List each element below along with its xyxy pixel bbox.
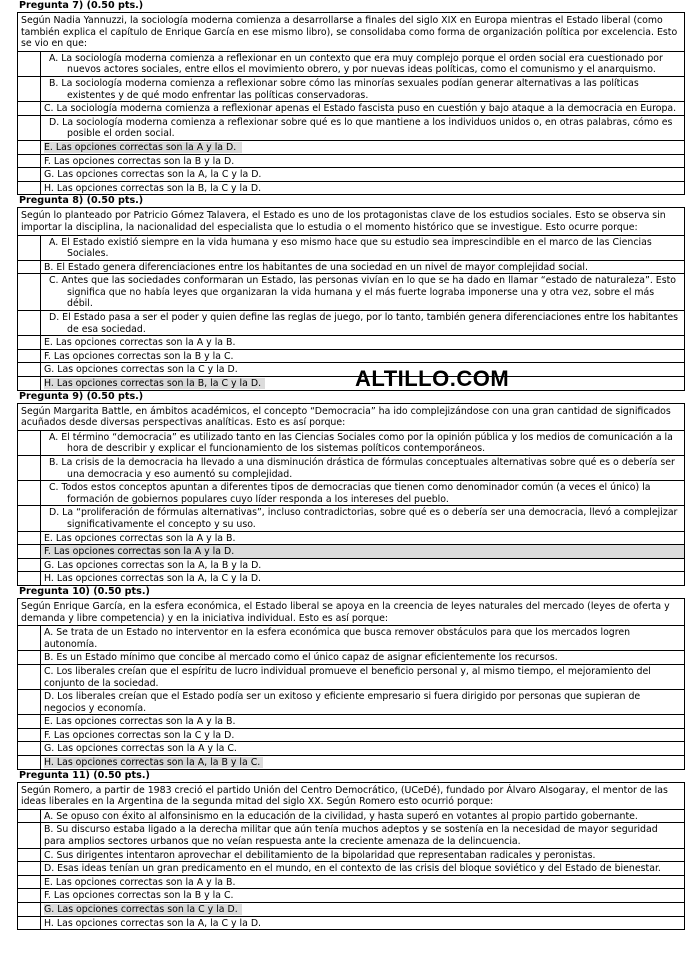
question-title: Pregunta 7) (0.50 pts.)	[19, 0, 144, 11]
option-c[interactable]: C. Todos estos conceptos apuntan a diferentes tipos de democracias que tienen como denominador común (a veces el único) la formación de gobiernos populares cuyo líder responda a los intereses del pueblo.	[18, 481, 684, 506]
question-title: Pregunta 10) (0.50 pts.)	[19, 585, 150, 597]
question-stem: Según Enrique García, en la esfera económica, el Estado liberal se apoya en la creencia de leyes naturales del mercado (leyes de oferta y demanda y libre competencia) y en la iniciativa individual. Esto es así porque:	[18, 599, 684, 626]
option-g[interactable]: G. Las opciones correctas son la C y la D.	[18, 363, 684, 377]
option-f[interactable]: F. Las opciones correctas son la C y la D.	[18, 729, 684, 743]
option-e[interactable]: E. Las opciones correctas son la A y la B.	[18, 336, 684, 350]
option-c[interactable]: C. Antes que las sociedades conformaran un Estado, las personas vivían en lo que se ha dado en llamar “estado de naturaleza”. Esto significa que no había leyes que organizaran la vida humana y el más fuerte lograba imponerse una y otra vez, sobre el más débil.	[18, 274, 684, 311]
question-table	[17, 598, 685, 770]
option-f-selected[interactable]: F. Las opciones correctas son la A y la D.	[18, 545, 684, 559]
question-stem: Según lo planteado por Patricio Gómez Talavera, el Estado es uno de los protagonistas clave de los estudios sociales. Esto se observa sin importar la disciplina, la nacionalidad del especialista que lo estudia o el momento histórico que se investigue. Esto ocurre porque:	[18, 208, 684, 235]
question-table	[17, 403, 685, 586]
option-e[interactable]: E. Las opciones correctas son la A y la B.	[18, 715, 684, 729]
option-a[interactable]: A. La sociología moderna comienza a reflexionar en un contexto que era muy complejo porque el orden social era cuestionado por nuevos actores sociales, entre ellos el movimiento obrero, y por nuevas ideas políticas, como el comunismo y el anarquismo.	[18, 52, 684, 77]
option-e[interactable]: E. Las opciones correctas son la A y la B.	[18, 876, 684, 890]
option-b[interactable]: B. Es un Estado mínimo que concibe al mercado como el único capaz de asignar eficientemente los recursos.	[18, 651, 684, 665]
option-h-selected[interactable]: H. Las opciones correctas son la A, la B y la C.	[18, 756, 684, 769]
option-b[interactable]: B. El Estado genera diferenciaciones entre los habitantes de una sociedad en un nivel de mayor complejidad social.	[18, 261, 684, 275]
option-b[interactable]: B. La crisis de la democracia ha llevado a una disminución drástica de fórmulas conceptuales alternativas sobre qué es o debería ser una democracia y eso aumentó su complejidad.	[18, 456, 684, 481]
option-a[interactable]: A. Se opuso con éxito al alfonsinismo en la educación de la civilidad, y hasta superó en votantes al propio partido gobernante.	[18, 810, 684, 824]
option-a[interactable]: A. Se trata de un Estado no interventor en la esfera económica que busca remover obstáculos para que los mercados logren autonomía.	[18, 626, 684, 651]
question-title: Pregunta 8) (0.50 pts.)	[19, 195, 144, 207]
option-c[interactable]: C. La sociología moderna comienza a reflexionar apenas el Estado fascista puso en cuestión y bajo ataque a la democracia en Europa.	[18, 102, 684, 116]
option-e-selected[interactable]: E. Las opciones correctas son la A y la D.	[18, 141, 684, 155]
question-title: Pregunta 9) (0.50 pts.)	[19, 390, 144, 402]
option-f[interactable]: F. Las opciones correctas son la B y la C.	[18, 889, 684, 903]
option-d[interactable]: D. La “proliferación de fórmulas alternativas”, incluso contradictorias, sobre qué es o debería ser una democracia, llevó a complejizar significativamente el concepto y su uso.	[18, 506, 684, 531]
option-f[interactable]: F. Las opciones correctas son la B y la C.	[18, 350, 684, 364]
option-b[interactable]: B. Su discurso estaba ligado a la derecha militar que aún tenía muchos adeptos y se sostenía en la necesidad de mayor seguridad para amplios sectores urbanos que no veían respuesta ante la creciente amenaza de la delincuencia.	[18, 823, 684, 848]
question-table	[17, 207, 685, 390]
option-g[interactable]: G. Las opciones correctas son la A, la B y la D.	[18, 559, 684, 573]
question-stem: Según Romero, a partir de 1983 creció el partido Unión del Centro Democrático, (UCeDé), fundado por Álvaro Alsogaray, el mentor de las ideas liberales en la Argentina de la segunda mitad del siglo XX. Según Romero esto ocurrió porque:	[18, 783, 684, 810]
option-h-selected[interactable]: H. Las opciones correctas son la B, la C y la D.	[18, 377, 684, 390]
option-d[interactable]: D. El Estado pasa a ser el poder y quien define las reglas de juego, por lo tanto, también genera diferenciaciones entre los habitantes de esa sociedad.	[18, 311, 684, 336]
question-stem: Según Margarita Battle, en ámbitos académicos, el concepto “Democracia” ha ido complejizándose con una gran cantidad de significados acuñados desde diversas perspectivas analíticas. Esto es así porque:	[18, 404, 684, 431]
option-a[interactable]: A. El término “democracia” es utilizado tanto en las Ciencias Sociales como por la opinión pública y los medios de comunicación a la hora de describir y explicar el funcionamiento de los sistemas políticos contemporáneos.	[18, 431, 684, 456]
option-d[interactable]: D. La sociología moderna comienza a reflexionar sobre qué es lo que mantiene a los individuos unidos o, en otras palabras, cómo es posible el orden social.	[18, 116, 684, 141]
option-h[interactable]: H. Las opciones correctas son la B, la C y la D.	[18, 182, 684, 195]
question-table	[17, 782, 685, 931]
option-d[interactable]: D. Esas ideas tenían un gran predicamento en el mundo, en el contexto de las crisis del bloque soviético y del Estado de bienestar.	[18, 862, 684, 876]
watermark-text: ALTILLO.COM	[355, 366, 510, 391]
option-f[interactable]: F. Las opciones correctas son la B y la D.	[18, 155, 684, 169]
option-c[interactable]: C. Sus dirigentes intentaron aprovechar el debilitamiento de la bipolaridad que representaban radicales y peronistas.	[18, 849, 684, 863]
option-d[interactable]: D. Los liberales creían que el Estado podía ser un exitoso y eficiente empresario si fuera dirigido por personas que supieran de negocios y economía.	[18, 690, 684, 715]
exam-document	[17, 0, 685, 930]
option-g[interactable]: G. Las opciones correctas son la A, la C y la D.	[18, 168, 684, 182]
option-b[interactable]: B. La sociología moderna comienza a reflexionar sobre cómo las minorías sexuales podían generar alternativas a las políticas existentes y de qué modo enfrentar las políticas conservadoras.	[18, 77, 684, 102]
option-g[interactable]: G. Las opciones correctas son la A y la C.	[18, 742, 684, 756]
question-stem: Según Nadia Yannuzzi, la sociología moderna comienza a desarrollarse a finales del siglo XIX en Europa mientras el Estado liberal (como también explica el capítulo de Enrique García en ese mismo libro), se consolidaba como forma de organización política por excelencia. Esto se vio en que:	[18, 13, 684, 52]
option-c[interactable]: C. Los liberales creían que el espíritu de lucro individual promueve el beneficio personal y, al mismo tiempo, el mejoramiento del conjunto de la sociedad.	[18, 665, 684, 690]
option-h[interactable]: H. Las opciones correctas son la A, la C y la D.	[18, 917, 684, 930]
option-a[interactable]: A. El Estado existió siempre en la vida humana y eso mismo hace que su estudio sea imprescindible en el marco de las Ciencias Sociales.	[18, 236, 684, 261]
option-g-selected[interactable]: G. Las opciones correctas son la C y la D.	[18, 903, 684, 917]
option-h[interactable]: H. Las opciones correctas son la A, la C y la D.	[18, 572, 684, 585]
question-table	[17, 12, 685, 195]
option-e[interactable]: E. Las opciones correctas son la A y la B.	[18, 532, 684, 546]
question-title: Pregunta 11) (0.50 pts.)	[19, 769, 150, 781]
